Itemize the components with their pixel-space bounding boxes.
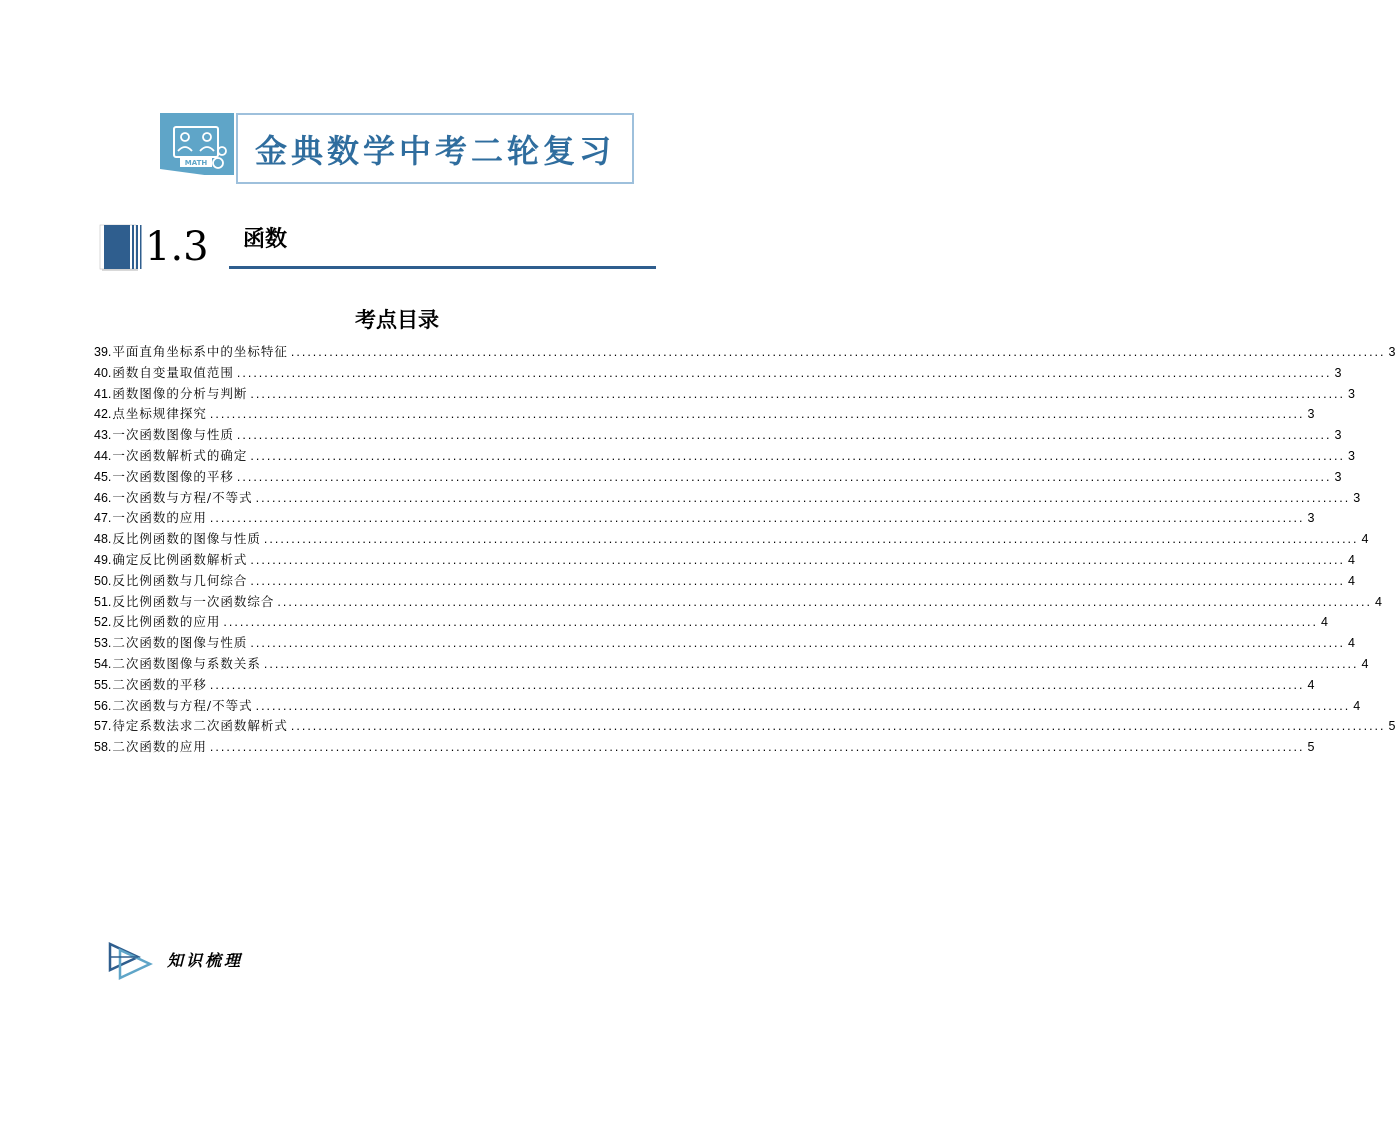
toc-item-text: 平面直角坐标系中的坐标特征 bbox=[112, 344, 288, 359]
toc-item-page: 4 bbox=[1353, 698, 1361, 713]
toc-item-page: 3 bbox=[1307, 407, 1315, 422]
toc-item-number: 42. bbox=[94, 407, 112, 422]
toc-leader-dots: ........................................................................................................................................................................................................ bbox=[209, 740, 1305, 755]
toc-leader-dots: ........................................................................................................................................................................................................ bbox=[277, 594, 1372, 609]
toc-item-page: 4 bbox=[1348, 552, 1355, 567]
toc-item-text: 点坐标规律探究 bbox=[112, 406, 207, 422]
toc-item-text: 一次函数图像的平移 bbox=[112, 468, 234, 484]
toc-item-number: 55. bbox=[94, 677, 112, 692]
toc-item-text: 二次函数与方程/不等式 bbox=[112, 697, 253, 713]
section-underline bbox=[229, 266, 656, 269]
toc-leader-dots: ........................................................................................................................................................................................................ bbox=[250, 448, 1345, 463]
toc-item-page: 4 bbox=[1361, 532, 1369, 547]
toc-item[interactable] bbox=[94, 716, 1395, 737]
toc-item[interactable] bbox=[94, 488, 1361, 509]
toc-item[interactable] bbox=[94, 675, 1315, 696]
toc-item-text: 一次函数图像与性质 bbox=[112, 427, 234, 443]
toc-leader-dots: ........................................................................................................................................................................................................ bbox=[209, 407, 1305, 422]
toc-item[interactable] bbox=[94, 508, 1315, 529]
toc-item-number: 50. bbox=[94, 573, 112, 588]
toc-item-text: 二次函数的图像与性质 bbox=[112, 635, 248, 651]
toc-leader-dots: ........................................................................................................................................................................................................ bbox=[236, 469, 1332, 484]
toc-item-number: 57. bbox=[94, 719, 112, 734]
toc-item-number: 51. bbox=[94, 594, 112, 609]
toc-item[interactable] bbox=[94, 550, 1355, 571]
toc-item-page: 5 bbox=[1307, 740, 1315, 755]
toc-item-page: 4 bbox=[1375, 594, 1382, 609]
toc-item-text: 二次函数的平移 bbox=[112, 676, 207, 692]
toc-list bbox=[94, 342, 1395, 758]
toc-item-page: 3 bbox=[1334, 365, 1342, 380]
toc-item[interactable] bbox=[94, 384, 1355, 405]
toc-item-number: 53. bbox=[94, 636, 112, 651]
toc-item-number: 47. bbox=[94, 511, 112, 526]
toc-item-number: 45. bbox=[94, 469, 112, 484]
toc-item-number: 46. bbox=[94, 490, 112, 505]
toc-item[interactable] bbox=[94, 654, 1369, 675]
toc-item-page: 3 bbox=[1353, 490, 1361, 505]
toc-item[interactable] bbox=[94, 467, 1342, 488]
toc-item-number: 44. bbox=[94, 448, 112, 463]
toc-item[interactable] bbox=[94, 342, 1395, 363]
toc-item-number: 49. bbox=[94, 552, 112, 567]
toc-leader-dots: ........................................................................................................................................................................................................ bbox=[250, 636, 1345, 651]
toc-leader-dots: ........................................................................................................................................................................................................ bbox=[223, 615, 1318, 630]
toc-item[interactable] bbox=[94, 529, 1369, 550]
toc-item-page: 4 bbox=[1348, 573, 1355, 588]
toc-item-text: 二次函数图像与系数关系 bbox=[112, 655, 261, 671]
toc-item-text: 反比例函数与几何综合 bbox=[112, 572, 248, 588]
toc-item[interactable] bbox=[94, 592, 1382, 613]
toc-leader-dots: ........................................................................................................................................................................................................ bbox=[263, 656, 1359, 671]
toc-item-number: 54. bbox=[94, 656, 112, 671]
toc-item[interactable] bbox=[94, 425, 1342, 446]
toc-item-number: 40. bbox=[94, 365, 112, 380]
toc-item[interactable] bbox=[94, 363, 1342, 384]
toc-item-page: 3 bbox=[1334, 428, 1342, 443]
toc-item[interactable] bbox=[94, 696, 1361, 717]
toc-item-page: 5 bbox=[1388, 719, 1395, 734]
knowledge-title: 知识梳理 bbox=[167, 951, 244, 970]
section-number: 1.3 bbox=[145, 224, 209, 270]
toc-item-number: 56. bbox=[94, 698, 112, 713]
toc-item-page: 3 bbox=[1388, 345, 1395, 359]
toc-item-page: 3 bbox=[1348, 448, 1355, 463]
toc-item-page: 3 bbox=[1307, 511, 1315, 526]
toc-item[interactable] bbox=[94, 571, 1355, 592]
toc-leader-dots: ........................................................................................................................................................................................................ bbox=[209, 511, 1305, 526]
toc-item-text: 反比例函数的应用 bbox=[112, 614, 221, 630]
toc-leader-dots: ........................................................................................................................................................................................................ bbox=[263, 532, 1359, 547]
math-tutor-icon bbox=[160, 113, 234, 184]
toc-item[interactable] bbox=[94, 446, 1355, 467]
toc-item[interactable] bbox=[94, 612, 1328, 633]
toc-item[interactable] bbox=[94, 633, 1355, 654]
toc-leader-dots: ........................................................................................................................................................................................................ bbox=[255, 490, 1351, 505]
toc-leader-dots: ........................................................................................................................................................................................................ bbox=[250, 552, 1345, 567]
toc-leader-dots: ........................................................................................................................................................................................................ bbox=[236, 428, 1332, 443]
toc-item[interactable] bbox=[94, 404, 1315, 425]
toc-item-text: 一次函数与方程/不等式 bbox=[112, 489, 253, 505]
toc-leader-dots: ........................................................................................................................................................................................................ bbox=[255, 698, 1351, 713]
toc-heading: 考点目录 bbox=[355, 308, 439, 332]
section-title: 函数 bbox=[243, 227, 288, 252]
toc-item-number: 52. bbox=[94, 615, 112, 630]
toc-leader-dots: ........................................................................................................................................................................................................ bbox=[290, 345, 1386, 359]
math-label: MATH bbox=[184, 159, 208, 167]
triangle-play-icon bbox=[108, 940, 158, 980]
toc-item-number: 43. bbox=[94, 428, 112, 443]
toc-item-number: 39. bbox=[94, 345, 112, 359]
toc-leader-dots: ........................................................................................................................................................................................................ bbox=[290, 719, 1386, 734]
toc-item-text: 二次函数的应用 bbox=[112, 739, 207, 755]
toc-item-number: 41. bbox=[94, 386, 112, 401]
toc-item-page: 3 bbox=[1334, 469, 1342, 484]
toc-leader-dots: ........................................................................................................................................................................................................ bbox=[250, 386, 1345, 401]
banner-title: 金典数学中考二轮复习 bbox=[254, 131, 615, 170]
toc-item-text: 确定反比例函数解析式 bbox=[112, 551, 248, 567]
toc-item[interactable] bbox=[94, 737, 1315, 758]
toc-item-text: 一次函数解析式的确定 bbox=[112, 447, 248, 463]
toc-item-number: 58. bbox=[94, 740, 112, 755]
header-banner bbox=[160, 113, 634, 184]
toc-item-page: 3 bbox=[1348, 386, 1355, 401]
toc-leader-dots: ........................................................................................................................................................................................................ bbox=[209, 677, 1305, 692]
toc-leader-dots: ........................................................................................................................................................................................................ bbox=[250, 573, 1345, 588]
toc-item-text: 反比例函数的图像与性质 bbox=[112, 531, 261, 547]
toc-item-text: 函数图像的分析与判断 bbox=[112, 385, 248, 401]
toc-item-page: 4 bbox=[1307, 677, 1315, 692]
toc-item-page: 4 bbox=[1361, 656, 1369, 671]
toc-item-text: 待定系数法求二次函数解析式 bbox=[112, 718, 288, 734]
toc-item-text: 函数自变量取值范围 bbox=[112, 364, 234, 380]
toc-item-page: 4 bbox=[1321, 615, 1328, 630]
toc-leader-dots: ........................................................................................................................................................................................................ bbox=[236, 365, 1332, 380]
toc-item-page: 4 bbox=[1348, 636, 1355, 651]
section-bars-icon bbox=[100, 223, 148, 273]
toc-item-text: 反比例函数与一次函数综合 bbox=[112, 593, 275, 609]
toc-item-number: 48. bbox=[94, 532, 112, 547]
toc-item-text: 一次函数的应用 bbox=[112, 510, 207, 526]
banner-title-box bbox=[236, 113, 634, 184]
